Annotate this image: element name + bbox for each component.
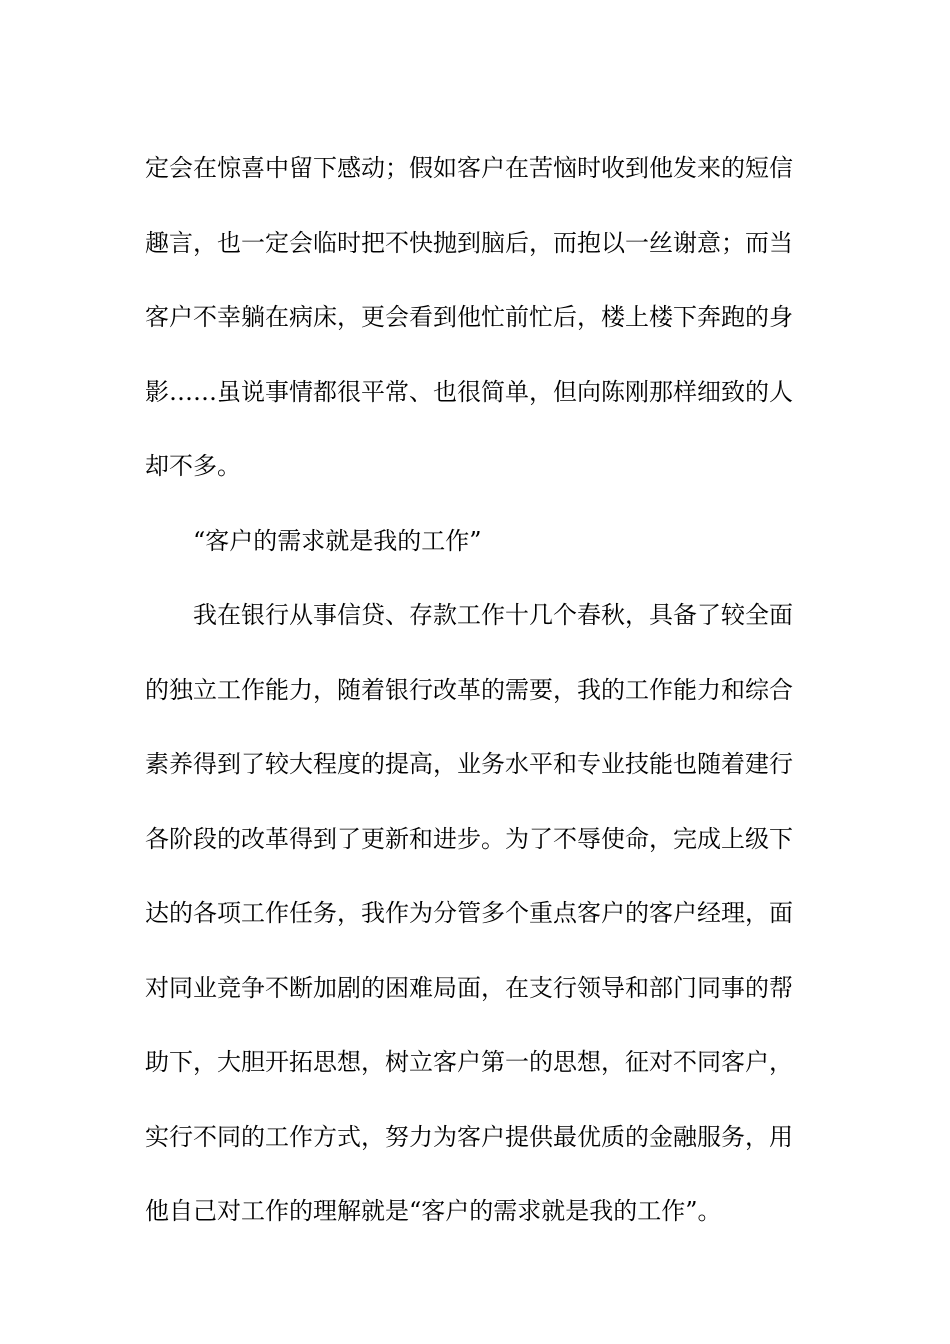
paragraph-line: 他自己对工作的理解就是“客户的需求就是我的工作”。: [145, 1197, 722, 1225]
paragraph-line: 实行不同的工作方式，努力为客户提供最优质的金融服务，用: [145, 1122, 793, 1151]
document-body: [145, 131, 810, 1249]
paragraph-line: 影……虽说事情都很平常、也很简单，但向陈刚那样细致的人: [145, 377, 793, 406]
paragraph-line: 我在银行从事信贷、存款工作十几个春秋，具备了较全面: [193, 601, 793, 629]
paragraph-line: 趣言，也一定会临时把不快抛到脑后，而抱以一丝谢意；而当: [145, 228, 793, 257]
paragraph-line: 的独立工作能力，随着银行改革的需要，我的工作能力和综合: [145, 675, 793, 704]
section-heading: “客户的需求就是我的工作”: [193, 526, 482, 555]
paragraph-line: 对同业竞争不断加剧的困难局面，在支行领导和部门同事的帮: [145, 973, 793, 1002]
paragraph-line: 定会在惊喜中留下感动；假如客户在苦恼时收到他发来的短信: [145, 154, 793, 182]
paragraph-line: 达的各项工作任务，我作为分管多个重点客户的客户经理，面: [145, 899, 793, 927]
paragraph-line: 助下，大胆开拓思想，树立客户第一的思想，征对不同客户，: [145, 1048, 793, 1076]
paragraph-line: 却不多。: [145, 452, 241, 480]
paragraph-line: 各阶段的改革得到了更新和进步。为了不辱使命，完成上级下: [145, 824, 793, 853]
paragraph-line: 客户不幸躺在病床，更会看到他忙前忙后，楼上楼下奔跑的身: [145, 303, 793, 331]
paragraph-line: 素养得到了较大程度的提高，业务水平和专业技能也随着建行: [145, 750, 793, 778]
